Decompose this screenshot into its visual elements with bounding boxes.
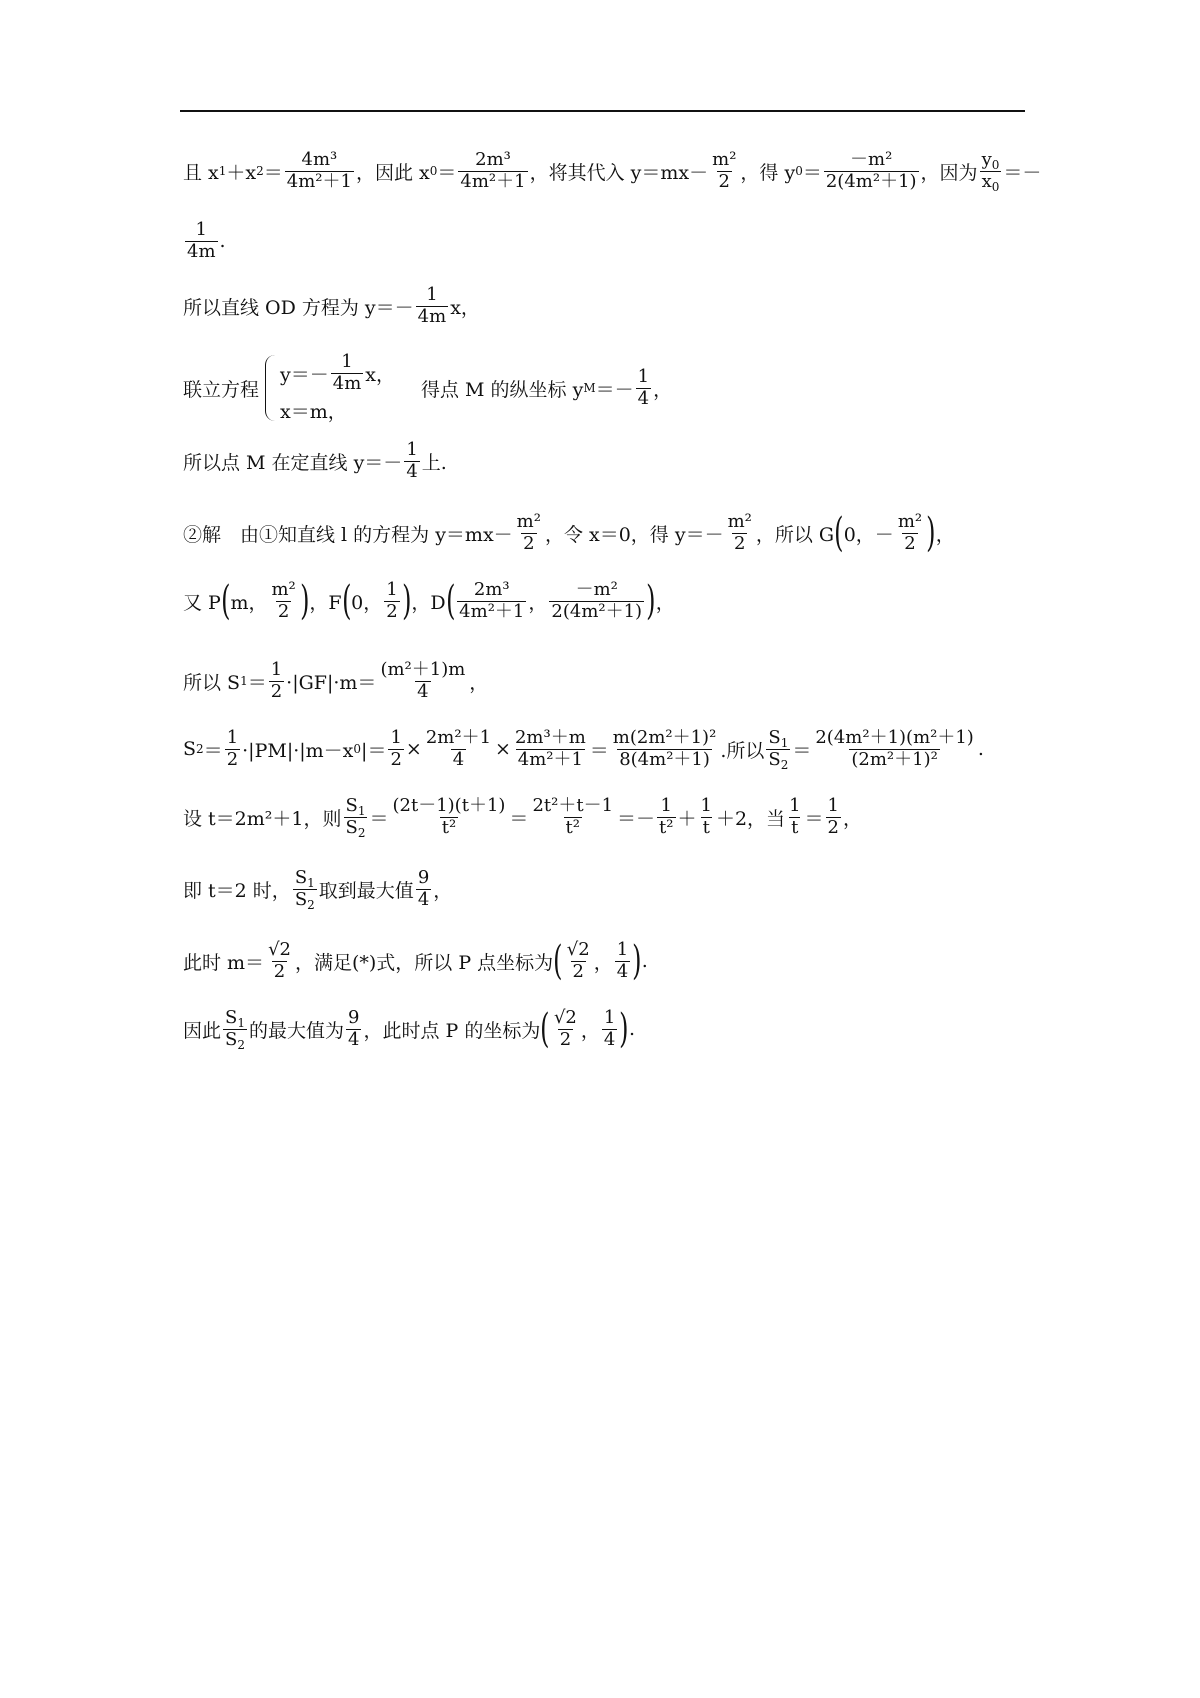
fraction: $\frac{\text{m²}}{2}$ bbox=[897, 511, 923, 554]
fraction: $\frac{\text{－m²}}{\text{2(4m²＋1)}}$ bbox=[825, 149, 917, 192]
fraction: $\frac{\text{2m³＋m}}{\text{4m²＋1}}$ bbox=[514, 727, 586, 770]
line-6: ②解 由①知直线 l 的方程为 y＝mx－ $\frac{\text{m²}}{2}$ ，令 x＝0，得 y＝－ $\frac{\text{m²}}{2}$ ，所以 G ( 0，－ $\frac{\text{m²}}{2}$ ) ， bbox=[183, 510, 955, 557]
fraction: $\frac{1}{\text{t²}}$ bbox=[659, 795, 674, 838]
fraction: $\frac{1}{4m}$ bbox=[187, 219, 216, 262]
line-12: 此时 m＝ $\frac{√2}{2}$ ，满足(*)式，所以 P 点坐标为 ( $\frac{√2}{2}$ ， $\frac{1}{4}$ ) . bbox=[183, 938, 648, 985]
equation-system: y＝－ $\frac{1}{4m}$ x， x＝m， bbox=[280, 351, 395, 423]
line-8: 所以 S 1 ＝ $\frac{1}{2}$ ·|GF|·m＝ $\frac{\text{(m²＋1)m}}{4}$ ， bbox=[183, 659, 489, 702]
fraction: $\frac{9}{4}$ bbox=[417, 867, 430, 910]
fraction: $\frac{y_0}{x_0}$ bbox=[981, 149, 1000, 194]
fraction: $\frac{\text{m(2m²＋1)²}}{\text{8(4m²＋1)}}$ bbox=[612, 727, 717, 770]
line-5: 所以点 M 在定直线 y＝－ $\frac{1}{4}$ 上. bbox=[183, 439, 447, 482]
fraction: $\frac{1}{2}$ bbox=[827, 795, 839, 838]
fraction: $\frac{\text{2m³}}{\text{4m²＋1}}$ bbox=[459, 579, 525, 622]
fraction: $\frac{1}{2}$ bbox=[386, 579, 398, 622]
fraction: $\frac{1}{4}$ bbox=[616, 939, 629, 982]
line-13: 因此 $\frac{S_1}{S_2}$ 的最大值为 $\frac{9}{4}$ ，此时点 P 的坐标为 ( $\frac{√2}{2}$ ， $\frac{1}{4}$ ) . bbox=[183, 1006, 635, 1053]
text: 且 x bbox=[183, 161, 219, 184]
fraction: $\frac{S_1}{S_2}$ bbox=[345, 795, 366, 840]
line-1: 且 x 1 ＋x 2 ＝ $\frac{\text{4m³}}{\text{4m²＋1}}$ ，因此 x 0 ＝ $\frac{\text{2m³}}{\text{4m²＋1}}$ ，将其代入 y＝mx－ $\frac{\text{m²}}{2}$ ，得 y 0 ＝ $\frac{\text{－m²}}{\text{2(4m²＋1)}}$ ，因为 $\frac{y_0}{x_0}$ ＝－ bbox=[183, 149, 1042, 194]
fraction: $\frac{\text{m²}}{2}$ bbox=[712, 149, 737, 192]
fraction: $\frac{\text{2m³}}{\text{4m²＋1}}$ bbox=[460, 149, 526, 192]
fraction: $\frac{1}{2}$ bbox=[270, 659, 283, 702]
line-9: S 2 ＝ $\frac{1}{2}$ ·|PM|·|m－x 0 |＝ $\frac{1}{2}$ × $\frac{\text{2m²＋1}}{4}$ × $\frac{\text{2m³＋m}}{\text{4m²＋1}}$ ＝ $\frac{\text{m(2m²＋1)²}}{\text{8(4m²＋1)}}$ .所以 $\frac{S_1}{S_2}$ ＝ $\frac{\text{2(4m²＋1)(m²＋1)}}{\text{(2m²＋1)²}}$ . bbox=[183, 727, 984, 772]
fraction: $\frac{√2}{2}$ bbox=[553, 1007, 577, 1050]
line-7: 又 P ( m， $\frac{\text{m²}}{2}$ ) ，F ( 0， $\frac{1}{2}$ ) ，D ( $\frac{\text{2m³}}{\text{4m²＋1}}$ ， $\frac{\text{－m²}}{\text{2(4m²＋1)}}$ ) ， bbox=[183, 578, 675, 625]
fraction: $\frac{1}{2}$ bbox=[226, 727, 239, 770]
fraction: $\frac{√2}{2}$ bbox=[268, 939, 291, 982]
fraction: $\frac{1}{4}$ bbox=[637, 365, 650, 409]
fraction: $\frac{\text{(m²＋1)m}}{4}$ bbox=[380, 659, 466, 702]
fraction: $\frac{1}{4}$ bbox=[603, 1007, 616, 1050]
fraction: $\frac{9}{4}$ bbox=[348, 1007, 360, 1050]
fraction: $\frac{1}{4m}$ bbox=[417, 284, 447, 327]
fraction: $\frac{\text{m²}}{2}$ bbox=[271, 579, 296, 622]
fraction: $\frac{S_1}{S_2}$ bbox=[225, 1007, 245, 1052]
fraction: $\frac{S_1}{S_2}$ bbox=[294, 867, 315, 912]
fraction: $\frac{\text{m²}}{2}$ bbox=[516, 511, 541, 554]
left-brace bbox=[265, 355, 276, 421]
fraction: $\frac{(2t-1)(t+1)}{\text{t²}}$ bbox=[392, 795, 506, 838]
header-rule bbox=[180, 110, 1025, 112]
fraction: $\frac{S_1}{S_2}$ bbox=[768, 727, 789, 772]
line-11: 即 t＝2 时， $\frac{S_1}{S_2}$ 取到最大值 $\frac{9}{4}$ ， bbox=[183, 867, 453, 912]
fraction: $\frac{\text{m²}}{2}$ bbox=[727, 511, 752, 554]
line-2: $\frac{1}{4m}$ . bbox=[187, 219, 226, 262]
fraction: $\frac{1}{2}$ bbox=[390, 727, 402, 770]
fraction: $\frac{1}{t}$ bbox=[789, 795, 801, 838]
fraction: $\frac{1}{t}$ bbox=[700, 795, 712, 838]
fraction: $\frac{\text{4m³}}{\text{4m²＋1}}$ bbox=[286, 149, 352, 192]
line-3: 所以直线 OD 方程为 y＝－ $\frac{1}{4m}$ x， bbox=[183, 284, 480, 327]
fraction: $\frac{\text{－m²}}{\text{2(4m²＋1)}}$ bbox=[551, 579, 643, 622]
fraction: $\frac{\text{2(4m²＋1)(m²＋1)}}{\text{(2m²＋1)²}}$ bbox=[815, 727, 974, 770]
fraction: $\frac{1}{4}$ bbox=[406, 439, 418, 482]
fraction: $\frac{\text{2m²＋1}}{4}$ bbox=[425, 727, 492, 770]
line-4-system: 联立方程 y＝－ $\frac{1}{4m}$ x， x＝m， 得点 M 的纵坐标 y M ＝－ $\frac{1}{4}$ ， bbox=[183, 351, 673, 423]
fraction: $\frac{\text{2t²＋t－1}}{\text{t²}}$ bbox=[532, 795, 614, 838]
fraction: $\frac{√2}{2}$ bbox=[566, 939, 590, 982]
line-10: 设 t＝2m²＋1，则 $\frac{S_1}{S_2}$ ＝ $\frac{(2t-1)(t+1)}{\text{t²}}$ ＝ $\frac{\text{2t²＋t－1}}{\text{t²}}$ ＝－ $\frac{1}{\text{t²}}$ ＋ $\frac{1}{t}$ ＋2，当 $\frac{1}{t}$ ＝ $\frac{1}{2}$ ， bbox=[183, 795, 862, 840]
